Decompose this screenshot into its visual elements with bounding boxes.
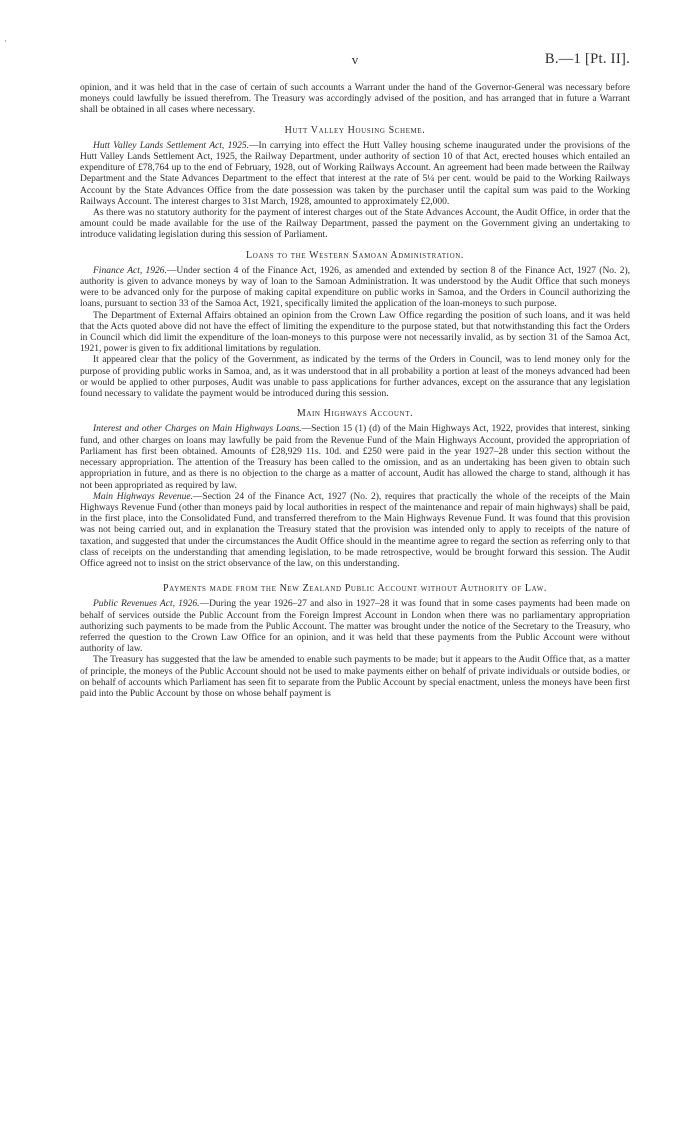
margin-mark: · (4, 36, 7, 46)
page-number: v (351, 52, 359, 67)
paragraph-text: The Department of External Affairs obtained an opinion from the Crown Law Office regarding the position of such loans, and it was held that the Acts quoted above did not have the effect of limiting the expenditure to the purpose stated, but that notwithstanding this fact the Orders in Council which did limit the expenditure of the loan-moneys to this purpose were not necessarily invalid, as by section 31 of the Samoa Act, 1921, power is given to fix additional limitations by regulation. (80, 310, 630, 355)
section-heading: Payments made from the New Zealand Public Account without Authority of Law. (162, 583, 548, 595)
page-header (80, 52, 630, 72)
paragraph-text: —In carrying into effect the Hutt Valley housing scheme inaugurated under the provisions of the Hutt Valley Lands Settlement Act, 1925, the Railway Department, under authority of section 10 of that Act, erected houses which entailed an expenditure of £78,764 up to the end of February, 1928, out of Working Railways Account. An agreement had been made between the Railway Department and the State Advances Department to the effect that interest at the rate of 5¼ per cent. would be paid to the Working Railways Account by the State Advances Office from the date possession was taken by the purchaser until the capital sum was paid to the Working Railways Account. The interest charges to 31st March, 1928, amounted to approximately £2,000. (80, 140, 631, 207)
paragraph (80, 599, 630, 655)
paragraph-lead-title: Interest and other Charges on Main Highways Loans. (93, 424, 302, 435)
document-reference: B.—1 [Pt. II]. (544, 51, 630, 67)
paragraph-text: —During the year 1926–27 and also in 1927–28 it was found that in some cases payments had been made on behalf of services outside the Public Account from the Foreign Imprest Account in London when there was no parliamentary appropriation authorizing such payments to be made from the Public Account. The matter was brought under the notice of the Secretary to the Treasury, who referred the question to the Crown Law Office for an opinion, and it was held that these payments from the Public Account were without authority of law. (80, 599, 631, 655)
section-heading: Main Highways Account. (296, 408, 414, 420)
paragraph (80, 266, 630, 311)
paragraph (80, 208, 630, 242)
paragraph-text: —Section 15 (1) (d) of the Main Highways Act, 1922, provides that interest, sinking fund, and other charges on loans may lawfully be paid from the Revenue Fund of the Main Highways Account, provided the appropriation of Parliament has first been obtained. Amounts of £28,929 11s. 10d. and £250 were paid in the year 1927–28 under this section without the necessary appropriation. The attention of the Treasury has been called to the omission, and as an undertaking has been given to obtain such appropriation in future, and as there is no objection to the charge as a matter of account, Audit has allowed the charge to stand, although it has not been appropriated as required by law. (80, 424, 630, 491)
paragraph-lead-title: Main Highways Revenue. (93, 491, 193, 502)
document-body (80, 83, 630, 700)
paragraph-text: As there was no statutory authority for the payment of interest charges out of the State Advances Account, the Audit Office, in order that the amount could be made available for the use of the Railway Department, passed the payment on the Government giving an undertaking to introduce validating legislation during this session of Parliament. (80, 208, 630, 241)
section-heading: Loans to the Western Samoan Administration. (246, 249, 464, 261)
paragraph-text: —Under section 4 of the Finance Act, 1926, as amended and extended by section 8 of the Finance Act, 1927 (No. 2), authority is given to advance moneys by way of loan to the Samoan Administration. It was understood by the Audit Office that such moneys were to be advanced only for the purpose of making capital expenditure on public works in Samoa, and the Orders in Council authorizing the loans, pursuant to section 33 of the Samoa Act, 1921, specifically limited the application of the loan-moneys to such purpose. (80, 265, 630, 310)
paragraph (80, 83, 630, 117)
paragraph (80, 492, 630, 570)
section-heading: Hutt Valley Housing Scheme. (284, 124, 426, 136)
paragraph (80, 311, 630, 356)
paragraph (80, 655, 630, 700)
paragraph-text: The Treasury has suggested that the law be amended to enable such payments to be made; but it appears to the Audit Office that, as a matter of principle, the moneys of the Public Account should not be used to make payments either on behalf of private individuals or outside bodies, or on behalf of accounts which Parliament has seen fit to separate from the Public Account by special enactment, unless the moneys have been first paid into the Public Account by those on whose behalf payment is (80, 655, 630, 699)
paragraph-lead-title: Hutt Valley Lands Settlement Act, 1925. (93, 140, 250, 151)
paragraph-text: It appeared clear that the policy of the Government, as indicated by the terms of the Orders in Council, was to lend money only for the purpose of providing public works in Samoa, and, as it was understood that in all probability a portion at least of the moneys advanced had been or would be applied to other purposes, Audit was unable to pass applications for further advances, except on the assurance that any legislation found necessary to validate the payment would be introduced during this session. (80, 355, 630, 400)
paragraph (80, 355, 630, 400)
paragraph-text: opinion, and it was held that in the case of certain of such accounts a Warrant under the hand of the Governor-General was necessary before moneys could lawfully be issued therefrom. The Treasury was accordingly advised of the position, and has arranged that in future a Warrant shall be obtained in all cases where necessary. (80, 83, 630, 116)
paragraph (80, 141, 630, 208)
paragraph-text: —Section 24 of the Finance Act, 1927 (No. 2), requires that practically the whole of the receipts of the Main Highways Revenue Fund (other than moneys paid by local authorities in respect of the maintenance and repair of main highways) shall be paid, in the first place, into the Consolidated Fund, and transferred therefrom to the Main Highways Revenue Fund. It was found that this provision was not being carried out, and in explanation the Treasury stated that the provision was intended only to apply to receipts of the nature of taxation, and suggested that under the circumstances the Audit Office should in the meantime agree to regard the section as referring only to that class of receipts on the understanding that amending legislation, to be made retrospective, would be brought forward this session. The Audit Office agreed not to insist on the strict observance of the law, on this understanding. (80, 491, 630, 569)
paragraph-lead-title: Finance Act, 1926. (93, 265, 167, 276)
paragraph (80, 424, 630, 491)
paragraph-lead-title: Public Revenues Act, 1926. (93, 599, 200, 610)
